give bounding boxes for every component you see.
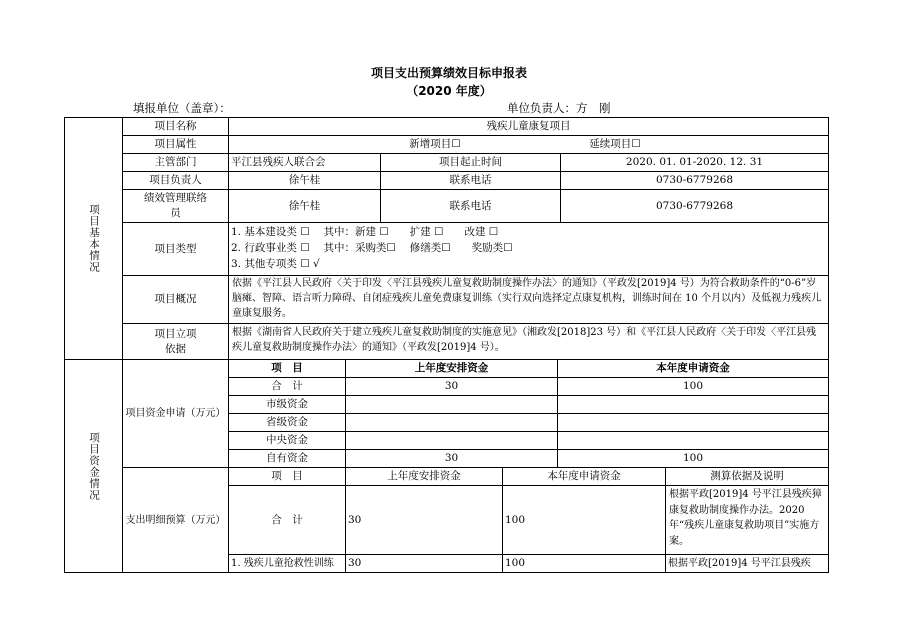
type-line-1: 1. 基本建设类 ☐ 其中：新建 ☐ 扩建 ☐ 改建 ☐ bbox=[231, 226, 499, 238]
overview-label: 项目概况 bbox=[154, 293, 197, 305]
apply-row-province-last bbox=[346, 414, 557, 431]
apply-row-own: 自有资金 bbox=[266, 452, 308, 464]
type-options bbox=[231, 224, 513, 272]
name-label: 项目名称 bbox=[154, 120, 197, 132]
apply-col-item: 项 目 bbox=[271, 362, 303, 374]
phone-label: 联系电话 bbox=[449, 174, 492, 186]
apply-row-city-this bbox=[558, 396, 828, 413]
detail-row-total-this: 100 bbox=[505, 513, 526, 526]
head-label: 单位负责人：方 刚 bbox=[507, 101, 611, 115]
detail-col-last: 上年度安排资金 bbox=[387, 470, 461, 482]
apply-row-own-this: 100 bbox=[682, 452, 704, 464]
apply-row-total-last: 30 bbox=[444, 380, 459, 392]
perf-label: 绩效管理联络员 bbox=[144, 192, 207, 219]
attr-new: 新增项目☐ bbox=[409, 138, 461, 150]
apply-col-last: 上年度安排资金 bbox=[414, 362, 489, 374]
overview-text: 依据《平江县人民政府〈关于印发〈平江县残疾儿童复救助制度操作办法〉的通知》（平政发[2019]4 号）为符合救助条件的“0-6”岁脑瘫、智障、语言听力障碍、自闭症残疾儿童免费康复训练（实行双向选择定点康复机构，训练时间在 10 个月以内）及低视力残疾儿童康复服务。 bbox=[232, 278, 822, 319]
section-funds: 项目资金情况 bbox=[88, 431, 100, 501]
phone-label-2: 联系电话 bbox=[449, 199, 492, 212]
type-line-3: 3. 其他专项类 ☐ √ bbox=[231, 258, 320, 270]
type-label: 项目类型 bbox=[154, 242, 197, 255]
detail-col-note: 测算依据及说明 bbox=[710, 470, 784, 482]
apply-row-city: 市级资金 bbox=[266, 398, 308, 410]
phone-value-2: 0730-6779268 bbox=[655, 199, 734, 212]
detail-col-item: 项 目 bbox=[271, 470, 303, 482]
apply-row-province: 省级资金 bbox=[266, 416, 308, 428]
detail-row-total-last: 30 bbox=[348, 513, 362, 526]
detail-label: 支出明细预算（万元） bbox=[125, 514, 226, 526]
detail-col-this: 本年度申请资金 bbox=[547, 470, 621, 482]
detail-row-1-this: 100 bbox=[505, 557, 526, 569]
apply-row-total: 合 计 bbox=[271, 380, 303, 392]
apply-col-this: 本年度申请资金 bbox=[656, 362, 730, 374]
dept-value: 平江县残疾人联合会 bbox=[231, 156, 326, 168]
detail-row-1-note: 根据平政[2019]4 号平江县残疾 bbox=[668, 558, 811, 569]
apply-row-own-last: 30 bbox=[444, 452, 459, 464]
type-line-2: 2. 行政事业类 ☐ 其中：采购类☐ 修缮类☐ 奖励类☐ bbox=[231, 242, 513, 254]
form-year: （2020 年度） bbox=[406, 84, 492, 98]
unit-label: 填报单位（盖章）： bbox=[133, 101, 231, 115]
period-value: 2020. 01. 01-2020. 12. 31 bbox=[625, 156, 764, 168]
form-title: 项目支出预算绩效目标申报表 bbox=[370, 66, 527, 80]
detail-row-total-note: 根据平政[2019]4 号平江县残疾獐康复救助制度操作办法。2020 年“残疾儿童康复救助项目”实施方案。 bbox=[669, 489, 822, 547]
owner-label: 项目负责人 bbox=[149, 174, 202, 186]
dept-label: 主管部门 bbox=[154, 156, 197, 168]
phone-value: 0730-6779268 bbox=[655, 174, 734, 186]
attr-label: 项目属性 bbox=[154, 138, 197, 150]
detail-row-1: 1. 残疾儿童抢救性训练 bbox=[231, 558, 334, 569]
attr-cont: 延续项目☐ bbox=[589, 138, 641, 150]
detail-row-total: 合 计 bbox=[271, 513, 303, 526]
apply-row-total-this: 100 bbox=[682, 380, 704, 392]
apply-row-central: 中央资金 bbox=[266, 434, 308, 446]
apply-row-central-this bbox=[558, 432, 828, 449]
perf-value: 徐午桂 bbox=[288, 199, 321, 212]
apply-row-province-this bbox=[558, 414, 828, 431]
period-label: 项目起止时间 bbox=[439, 156, 502, 168]
apply-label: 项目资金申请（万元） bbox=[125, 408, 226, 419]
apply-row-city-last bbox=[346, 396, 557, 413]
basis-label: 项目立项依据 bbox=[154, 327, 197, 355]
section-basic: 项目基本情况 bbox=[88, 204, 100, 273]
name-value: 残疾儿童康复项目 bbox=[486, 120, 571, 132]
owner-value: 徐午桂 bbox=[288, 174, 321, 186]
detail-row-1-last: 30 bbox=[348, 557, 362, 569]
apply-row-central-last bbox=[346, 432, 557, 449]
basis-text: 根据《湖南省人民政府关于建立残疾儿童复救助制度的实施意见》（湘政发[2018]23 号）和《平江县人民政府〈关于印发〈平江县残疾儿童复救助制度操作办法〉的通知》（平政发[2019]4 号）。 bbox=[232, 327, 817, 353]
